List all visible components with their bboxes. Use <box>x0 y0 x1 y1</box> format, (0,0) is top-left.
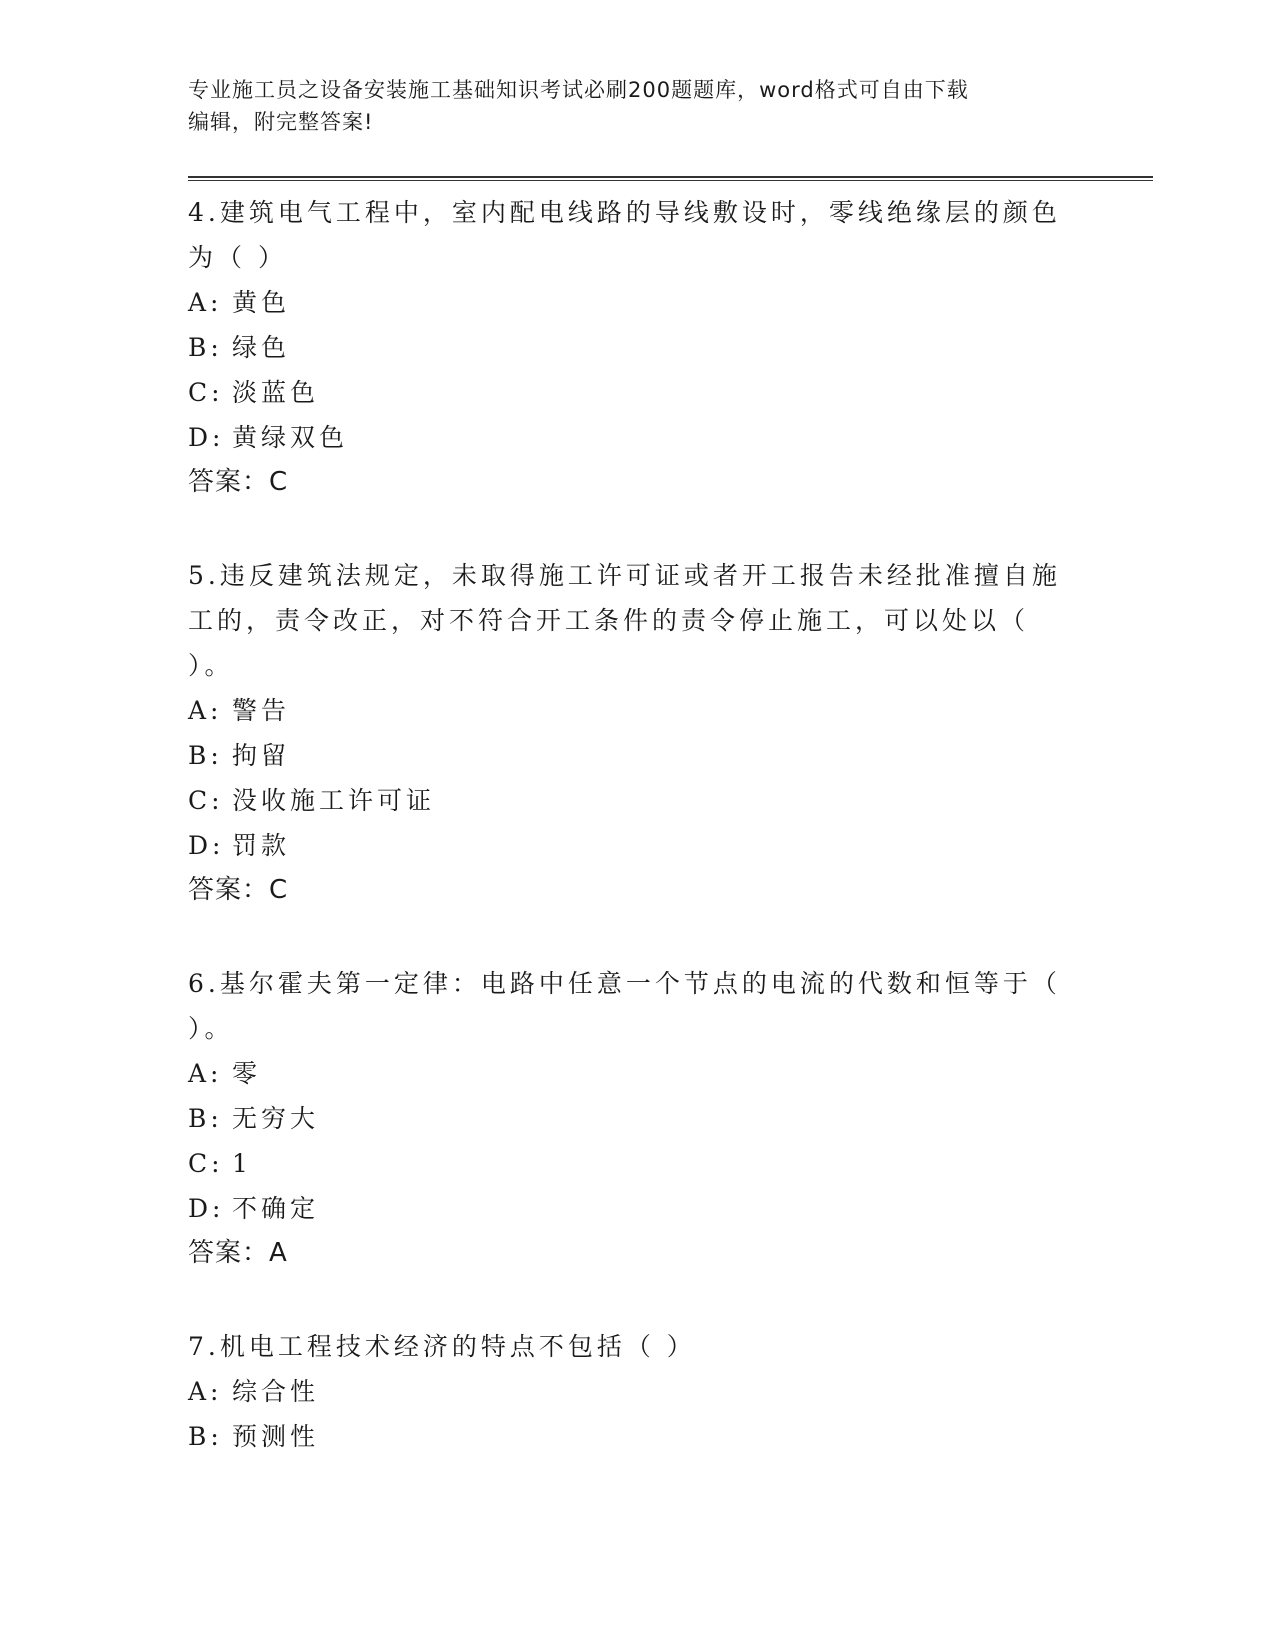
question-text: 4.建筑电气工程中，室内配电线路的导线敷设时，零线绝缘层的颜色为（ ） <box>188 198 1061 272</box>
option-letter: D: <box>188 423 225 452</box>
question-list <box>188 190 1068 1507</box>
question-text: 5.违反建筑法规定，未取得施工许可证或者开工报告未经批准擅自施工的，责令改正，对不符合开工条件的责令停止施工，可以处以（ ）。 <box>188 561 1061 680</box>
option-text: 1 <box>232 1149 252 1178</box>
option-a <box>188 280 1068 325</box>
option-c <box>188 1141 1068 1186</box>
option-letter: C: <box>188 786 224 815</box>
option-text: 黄绿双色 <box>232 423 349 452</box>
option-text: 罚款 <box>232 831 291 860</box>
option-text: 不确定 <box>232 1194 320 1223</box>
option-letter: A: <box>188 696 223 725</box>
option-text: 拘留 <box>232 741 291 770</box>
option-letter: D: <box>188 831 225 860</box>
option-b <box>188 733 1068 778</box>
option-a <box>188 1369 1068 1414</box>
option-text: 综合性 <box>232 1377 320 1406</box>
document-header <box>188 74 1068 138</box>
option-letter: B: <box>188 1104 223 1133</box>
option-a <box>188 1051 1068 1096</box>
option-d <box>188 415 1068 460</box>
option-letter: B: <box>188 333 223 362</box>
question-4 <box>188 190 1068 505</box>
option-c <box>188 370 1068 415</box>
option-text: 零 <box>232 1059 262 1088</box>
option-text: 淡蓝色 <box>232 378 320 407</box>
option-letter: A: <box>188 1059 223 1088</box>
option-d <box>188 823 1068 868</box>
answer-line: 答案：C <box>188 467 289 497</box>
option-b <box>188 1414 1068 1459</box>
option-b <box>188 325 1068 370</box>
question-text: 6.基尔霍夫第一定律：电路中任意一个节点的电流的代数和恒等于（ ）。 <box>188 969 1061 1043</box>
option-letter: D: <box>188 1194 225 1223</box>
header-title-line-1: 专业施工员之设备安装施工基础知识考试必刷200题题库，word格式可自由下载 <box>188 78 969 102</box>
option-text: 无穷大 <box>232 1104 320 1133</box>
option-a <box>188 688 1068 733</box>
option-letter: B: <box>188 1422 223 1451</box>
header-title-line-2: 编辑，附完整答案! <box>188 110 374 134</box>
option-text: 绿色 <box>232 333 291 362</box>
header-divider <box>188 176 1153 181</box>
option-b <box>188 1096 1068 1141</box>
option-letter: A: <box>188 288 223 317</box>
option-c <box>188 778 1068 823</box>
question-5 <box>188 553 1068 913</box>
answer-line: 答案：C <box>188 875 289 905</box>
option-letter: A: <box>188 1377 223 1406</box>
answer-line: 答案：A <box>188 1238 288 1268</box>
option-d <box>188 1186 1068 1231</box>
option-letter: C: <box>188 378 224 407</box>
question-7 <box>188 1324 1068 1459</box>
option-text: 预测性 <box>232 1422 320 1451</box>
question-6 <box>188 961 1068 1276</box>
option-text: 警告 <box>232 696 291 725</box>
option-letter: B: <box>188 741 223 770</box>
question-text: 7.机电工程技术经济的特点不包括（ ） <box>188 1332 696 1361</box>
option-letter: C: <box>188 1149 224 1178</box>
option-text: 没收施工许可证 <box>232 786 436 815</box>
option-text: 黄色 <box>232 288 291 317</box>
